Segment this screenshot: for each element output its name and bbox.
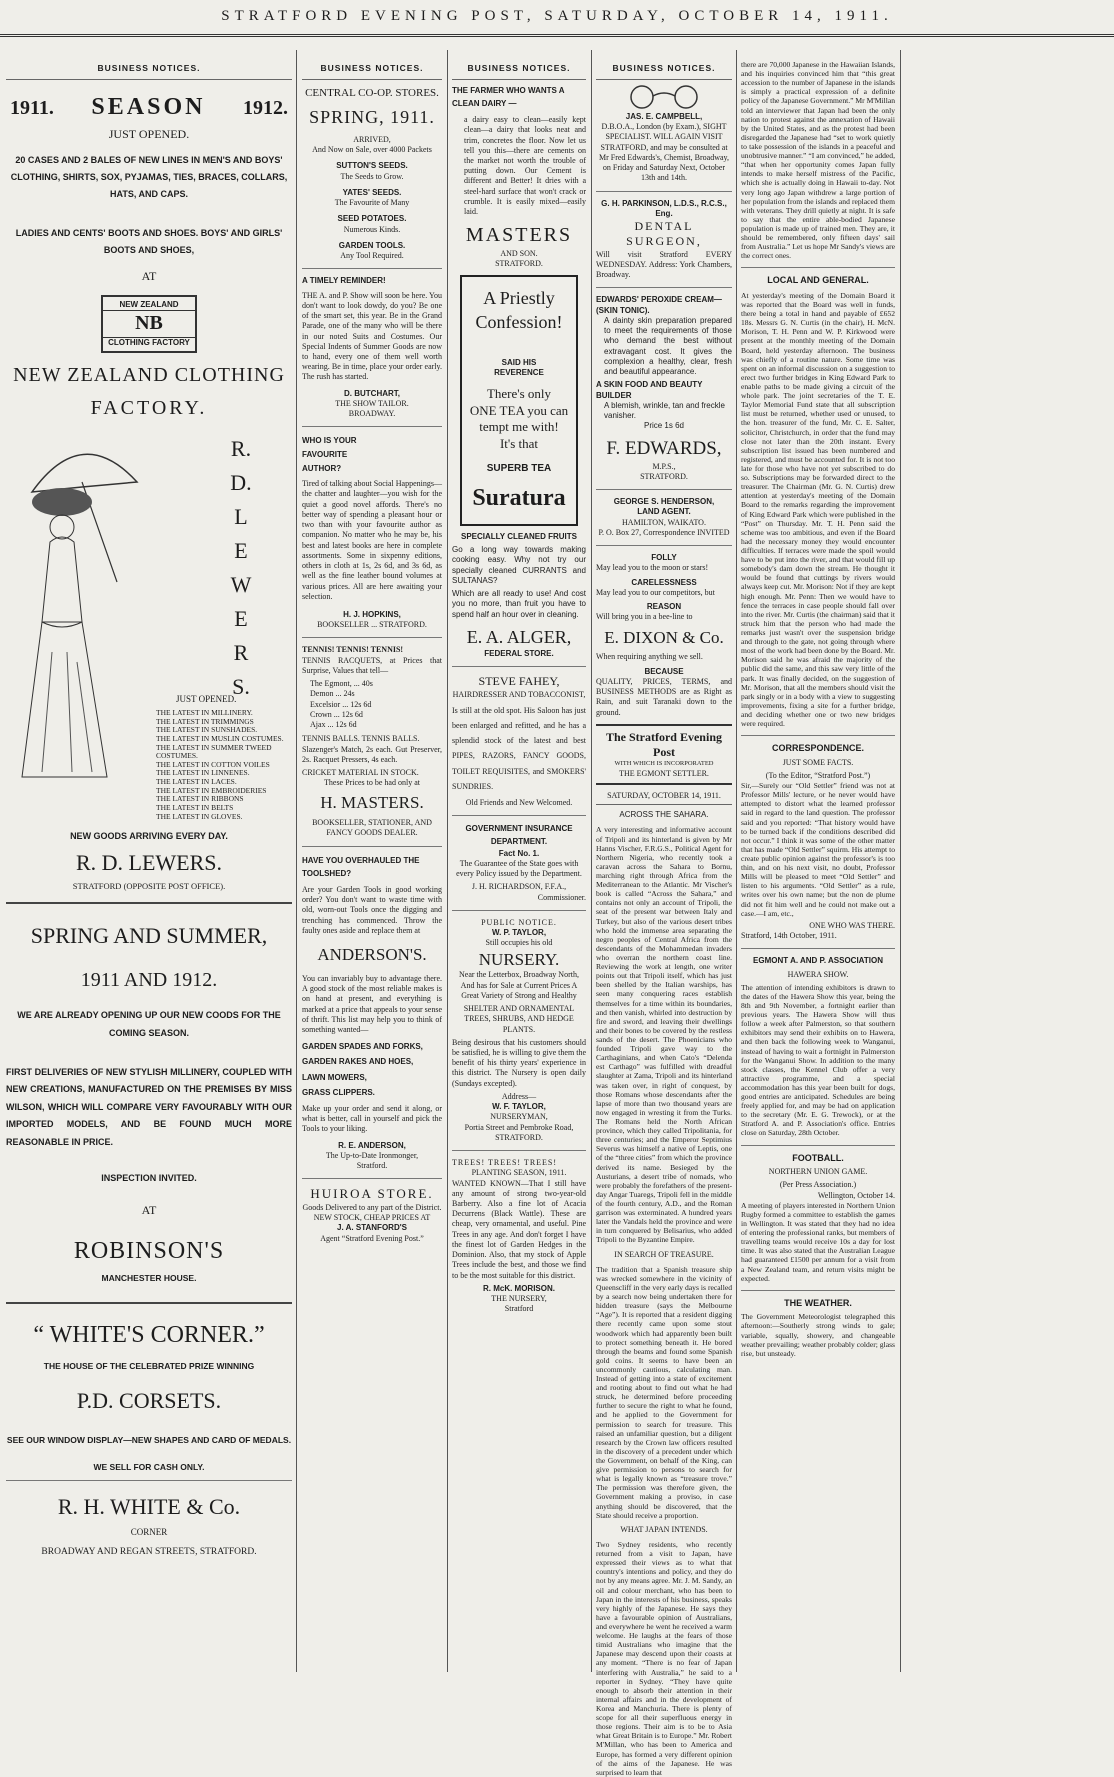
letter: D.: [230, 470, 252, 496]
hamilton: HAMILTON, WAIKATO.: [622, 517, 706, 527]
letter: E: [234, 538, 248, 564]
list-item: The Egmont, ... 40s: [310, 679, 373, 689]
masthead-rule: [0, 34, 1114, 35]
spectacles-icon: [604, 84, 724, 110]
per-press: (Per Press Association.): [779, 1180, 857, 1190]
spring-1911: SPRING, 1911.: [309, 106, 435, 127]
whites-corner: “ WHITE'S CORNER.”: [33, 1321, 265, 1348]
letter: R: [233, 640, 249, 666]
theres-only: There's only: [486, 386, 552, 401]
season-word: SEASON: [91, 93, 206, 120]
quality: QUALITY, PRICES, TERMS, and BUSINESS METHODS are as Right as Rain, and suit Taranaki down to the ground.: [596, 676, 732, 717]
morison-stratford: Stratford: [504, 1304, 534, 1314]
nurseryman: NURSERYMAN,: [490, 1112, 548, 1122]
h-masters: H. MASTERS.: [320, 793, 424, 813]
seed-potatoes: SEED POTATOES.: [337, 214, 407, 224]
suratura-brand: Suratura: [472, 485, 566, 512]
re-anderson: R. E. ANDERSON,: [338, 1140, 406, 1150]
dental-body: Will visit Stratford EVERY WEDNESDAY. Address: York Chambers, Broadway.: [596, 249, 732, 280]
specially-body: Go a long way towards making cooking easy. Why not try our specially cleaned CURRANTS and SULTANAS?: [452, 545, 586, 585]
edwards-stratford: STRATFORD.: [640, 472, 688, 481]
po-box: P. O. Box 27, Correspondence INVITED: [598, 527, 730, 537]
racquets: TENNIS RACQUETS, at Prices that Surprise, Values that tell—: [302, 655, 442, 675]
masters: MASTERS: [465, 224, 573, 247]
list-item: Ajax ... 12s 6d: [310, 720, 357, 730]
andersons: ANDERSON'S.: [317, 945, 427, 965]
because: BECAUSE: [644, 666, 684, 676]
coop-stores: CENTRAL CO-OP. STORES.: [305, 86, 439, 99]
column-separator: [591, 50, 592, 1672]
reverence: REVERENCE: [494, 367, 544, 377]
trees-heading: TREES! TREES! TREES!: [452, 1158, 558, 1168]
e-dixon: E. DIXON & Co.: [604, 627, 724, 647]
corner-label: CORNER: [130, 1526, 168, 1537]
list-item: GARDEN SPADES AND FORKS,: [302, 1042, 423, 1052]
millinery-notice: FIRST DELIVERIES OF NEW STYLISH MILLINERY, COUPLED WITH NEW CREATIONS, MANUFACTURED ON THE PREMISES BY MISS WILSON, WHICH WILL COMPARE VERY FAVOURABLY WITH OUR IMPORTED MODELS, AND BE FOUND MUCH MORE REASONABLE IN PRICE.: [6, 1066, 292, 1147]
specially-close: Which are all ready to use! And cost you no more, than fruit you have to spend half an hour over in cleaning.: [452, 589, 586, 619]
federal-store: FEDERAL STORE.: [484, 648, 554, 658]
list-item: THE LATEST IN LACES.: [156, 777, 237, 787]
old-friends: Old Friends and New Welcomed.: [465, 797, 573, 807]
taylor-stratford: STRATFORD.: [495, 1132, 543, 1142]
lewers-just-opened: JUST OPENED.: [176, 694, 237, 705]
column-5: [741, 60, 895, 1672]
arrived: ARRIVED,: [353, 134, 391, 144]
football-article: A meeting of players interested in Northern Union Rugby formed a committee to establish the games in Wellington. It was stated that they had no idea of entering the professional ranks, but members of travelling teams would receive 10s a day for lost time. It was also stated that the Australian League had guaranteed £1500 per annum for a visit from a New Zealand team, and return visits might be expected.: [741, 1200, 895, 1283]
treasure-headline: IN SEARCH OF TREASURE.: [614, 1249, 714, 1259]
folly-body: May lead you to the moon or stars!: [596, 563, 709, 573]
morison: R. McK. MORISON.: [482, 1283, 555, 1293]
list-item: THE LATEST IN GLOVES.: [156, 811, 243, 821]
and-son: AND SON.: [500, 249, 538, 258]
shelter-trees: SHELTER AND ORNAMENTAL TREES, SHRUBS, AND HEDGE PLANTS.: [463, 1004, 575, 1034]
japan-headline: WHAT JAPAN INTENDS.: [620, 1524, 708, 1534]
list-item: GRASS CLIPPERS.: [302, 1087, 375, 1097]
overhauled-toolshed: HAVE YOU OVERHAULED THE TOOLSHED?: [302, 855, 420, 879]
h-masters-sub: BOOKSELLER, STATIONER, AND FANCY GOODS DEALER.: [312, 818, 432, 838]
timely-reminder: A TIMELY REMINDER!: [302, 276, 386, 286]
priestly: A Priestly: [483, 288, 555, 309]
f-edwards: F. EDWARDS,: [606, 438, 722, 460]
suttons-seeds: SUTTON'S SEEDS.: [336, 161, 408, 171]
spring-summer: SPRING AND SUMMER,: [30, 922, 268, 948]
sahara-headline: ACROSS THE SAHARA.: [619, 810, 709, 820]
wp-taylor: W. P. TAYLOR,: [491, 928, 547, 938]
correspondence-headline: CORRESPONDENCE.: [771, 743, 864, 754]
list-item: GARDEN RAKES AND HOES,: [302, 1057, 414, 1067]
masters-stratford: STRATFORD.: [495, 259, 543, 269]
balls-body: Slazenger's Match, 2s each. Gut Preserver, 2s. Racquet Pressers, 4s each.: [302, 744, 442, 764]
garden-tools: GARDEN TOOLS.: [338, 240, 406, 250]
cricket-sub: These Prices to be had only at: [324, 778, 420, 788]
superb-tea: SUPERB TEA: [486, 462, 552, 474]
list-item: THE LATEST IN EMBROIDERIES: [156, 785, 267, 795]
nursery-body: Near the Letterbox, Broadway North, And has for Sale at Current Prices A Great Variety of Strong and Healthy: [459, 970, 579, 1000]
folly: FOLLY: [651, 553, 677, 563]
hawera-show: HAWERA SHOW.: [787, 969, 849, 979]
andersons-body: You can invariably buy to advantage there. A good stock of the most reliable makes is on hand at present, and everything is marked at a price that appeals to your sense of thrift. This list may help you to think of something wanted—: [302, 973, 442, 1034]
peroxide-body: A dainty skin preparation prepared to meet the requirements of those who demand the best without extravagant cost. It gives the complexion a healthy, clear, fresh and beautiful appearance.: [604, 315, 732, 377]
careless-body: May lead you to our competitors, but: [596, 587, 715, 597]
campbell: JAS. E. CAMPBELL,: [625, 111, 703, 121]
clothing-factory-logo: [101, 295, 197, 353]
mps: M.P.S.,: [652, 461, 676, 471]
govt-insurance: GOVERNMENT INSURANCE DEPARTMENT.: [465, 824, 573, 846]
huiroa-body: Goods Delivered to any part of the District.: [302, 1203, 442, 1212]
butchart: D. BUTCHART,: [344, 388, 400, 398]
masthead: STRATFORD EVENING POST, SATURDAY, OCTOBER 14, 1911.: [221, 8, 893, 24]
henderson: GEORGE S. HENDERSON,: [613, 497, 715, 507]
column-4: [596, 60, 732, 1777]
peroxide-cream: EDWARDS' PEROXIDE CREAM— (SKIN TONIC).: [596, 295, 722, 315]
column-2: [302, 60, 442, 1672]
ea-alger: E. A. ALGER,: [466, 626, 572, 647]
section-header: BUSINESS NOTICES.: [452, 60, 586, 80]
logo-monogram: NB: [103, 310, 195, 338]
planting-season: PLANTING SEASON, 1911.: [471, 1168, 567, 1178]
cash-only: WE SELL FOR CASH ONLY.: [93, 1461, 205, 1472]
masthead-rule-2: [0, 36, 1114, 37]
letter: R.: [230, 436, 252, 462]
just-some-facts: JUST SOME FACTS.: [782, 757, 854, 767]
local-general-article: At yesterday's meeting of the Domain Board it was reported that the Board was well in funds, there being a total in hand and payable of £652 18s. Messrs G. N. Curtis (in the chair), H. McN. Morison, T. H. Penn and W. P. Kirkwood were present at the monthly meeting of the Domain Board, held yesterday afternoon. The business was chiefly of a routine nature. Some time was spent on an informal discussion on a suggestion to erect two further bridges in King Edward Park to enable paths to be made giving a circuit of the whole park. The joint secretaries of the T. E. Taylor Memorial Fund state that all subscription list must be returned, whether used or unused, to the hon. treasurer of the fund, Mr. C. E. Salter, solicitor, Christchurch, in order that the fund may close not later than the 20th instant. Every subscription list issued has been numbered and registered, and must be accounted for. It is not too late for those who have not yet subscribed to do so. Subscriptions may be forwarded direct to the treasurer. The Chairman (Mr. G. N. Curtis) drew attention at yesterday's meeting of the Domain Board to the remarks regarding the improvement of King Edward Park which were published in the “Post” on Thursday. Mr. T. H. Penn said the scheme was too ambitious, and even if the Board had the necessary money they would encounter difficulties. If terraces were made the spoil would have to be put into the river, and that would fill up somebody's dam down the stream. He thought it would be found that cuttings by rivers would always keep cut. Mr. Morison: Not if they are kept high enough. Mr. Penn: Then we would have to fence the terraces in case people should fall over into the river. Mr. Curtis (the chairman) said that it struck him that the person who had made the remarks just wasn't over the suspension bridge and through to the gate, not going through where most of the work had been done by the Board. Mr. Morison said he was afraid the majority of the public did the same, and this saw very little of the park. It was finally decided, on the suggestion of Mr. Morison, that all the members should visit the park singly or in a body with a view to suggesting improvements, fixing a site for a further bridge, and deciding whether one or two new bridges were required.: [741, 290, 895, 729]
manchester-house: MANCHESTER HOUSE.: [101, 1272, 197, 1283]
richardson: J. H. RICHARDSON, F.F.A.,: [471, 882, 567, 892]
treasure-article: The tradition that a Spanish treasure ship was wrecked somewhere in the vicinity of Queenscliff in the very early days is recalled by a search now being undertaken there for hidden treasure (says the Melbourne “Age”). It is reported that a resident digging there recently came upon some stout woodwork which had apparently been built to protect something beneath it. He bored through the beams and found some Spanish gold coins. It seems to have been an uncommonly cautious, calculating man. Instead of getting into a state of excitement and rooting about to find out what he had struck, he determined before proceeding further to secure the right to what he found, and he applied to the Government for permission to search for treasure. This raised an unfamiliar question, but a diligent research by the Crown law officers resulted in the discovery of a precedent under which the Government, on behalf of the King, can give permission to persons to search for what is legally known as “treasure trove.” The permission was therefore given, the Government making a proviso, in case anything should be discovered, that the State should receive a proportion.: [596, 1264, 732, 1520]
author-body: Tired of talking about Social Happenings—the chatter and laughter—you wish for the quiet a good novel affords. There's no better way of spending a pleasant hour or two than with your favourite author as companion. No matter who he may be, his best and latest books are here in complete assortments. Some in sixpenny editions, others in cloth at 1s, 2s 6d, and 3s 6d, as well as the fine leather bound volumes at various prices. All are here awaiting your selection.: [302, 479, 442, 601]
packets: And Now on Sale, over 4000 Packets: [312, 145, 432, 155]
suratura-advert: [460, 275, 578, 526]
the-nursery: THE NURSERY,: [491, 1294, 547, 1304]
list-item: THE LATEST IN RIBBONS: [156, 794, 244, 804]
fahey-body: Is still at the old spot. His Saloon has just been enlarged and refitted, and he has a splendid stock of the latest and best PIPES, RAZORS, FANCY GOODS, TOILET REQUISITES, and SMOKERS' SUNDRIES.: [452, 705, 586, 791]
wellington-date: Wellington, October 14.: [817, 1190, 895, 1200]
andersons-list: [302, 1039, 442, 1100]
one-who-was-there: ONE WHO WAS THERE.: [809, 920, 895, 930]
to-editor: (To the Editor, “Stratford Post.”): [765, 770, 871, 780]
rd-lewers: R. D. LEWERS.: [75, 849, 223, 875]
column-1: [6, 60, 292, 1672]
correspondence-letter: Sir,—Surely our “Old Settler” friend was not at Professor Mills' lecture, or he never would have attempted to distort what the learned professor said in regard to the land question. The professor said and you reported: “That history would have to be turned back if the conditions described did not occur.” I think it was some of the other matter that has made “Old Settler” squirm. His attempt to create public opinion against the professor's is too thin, and on his next visit, no doubt, Professor Mills will be pleased to meet “Old Settler” and listen to his arguments. “Old Settler” as a rule, writes over his own name; but the non de plume did not fit him well and he could not make out a case.—I am, etc.,: [741, 781, 895, 918]
dixon-body: When requiring anything we sell.: [596, 652, 703, 662]
andersons-close: Make up your order and send it along, or what is better, call in yourself and pick the Tools to your liking.: [302, 1103, 442, 1134]
wf-taylor: W. F. TAYLOR,: [492, 1102, 546, 1112]
show-tailor: THE SHOW TAILOR.: [335, 398, 409, 408]
hopkins: H. J. HOPKINS,: [343, 609, 401, 619]
dairy-body: a dairy easy to clean—easily kept clean—a dairy that looks neat and trim, concretes the floor. Now let us tell you this—there are cements on the market not worth the trouble of putting down. Our Cement is different and Better! It dries with a steel-hard surface that won't crack or crumble. It is easily mixed—easily laid.: [464, 115, 586, 217]
suttons-sub: The Seeds to Grow.: [340, 171, 404, 181]
address-label: Address—: [501, 1091, 537, 1101]
reminder-body: THE A. and P. Show will soon be here. You don't want to look dowdy, do you? Be one of the smart set, this year. Be in the Grand Parade, one of the many who will be there in our noted Suits and Costumes. Our Special Indents of Summer Goods are now to hand, every one of them well worth wearing. Be in time, place your order early. The rush has started.: [302, 290, 442, 382]
at-label: AT: [141, 269, 157, 284]
tools-sub: Any Tool Required.: [340, 251, 404, 261]
season-banner: [6, 84, 292, 127]
local-general-headline: LOCAL AND GENERAL.: [767, 275, 869, 286]
just-opened: JUST OPENED.: [108, 126, 190, 141]
inspection-invited: INSPECTION INVITED.: [101, 1173, 197, 1184]
post-title: The Stratford Evening Post: [605, 729, 722, 760]
at-label-2: AT: [141, 1202, 157, 1217]
huiroa-store: HUIROA STORE.: [310, 1186, 434, 1202]
pd-corsets: P.D. CORSETS.: [76, 1388, 222, 1414]
land-agent: LAND AGENT.: [637, 507, 691, 517]
still-occupies: Still occupies his old: [485, 938, 553, 948]
ap-association-headline: EGMONT A. AND P. ASSOCIATION: [753, 956, 883, 966]
tennis-heading: TENNIS! TENNIS! TENNIS!: [302, 645, 404, 655]
tempt-me: tempt me with!: [479, 419, 559, 435]
wanted-known: WANTED KNOWN—That I still have any amount of strong two-year-old Barberry. Also a fine lot of Acacia Decurrens (Black Wattle). These are cheap, very ornamental, and useful. Pine Trees in any age. And don't forget I have the finest lot of Garden Hedges in the Dominion. Also, that my stock of Apple Trees include the best, and those we find to be the most suitable for this district.: [452, 1178, 586, 1280]
specially-cleaned: SPECIALLY CLEANED FRUITS: [460, 532, 577, 542]
yates-sub: The Favourite of Many: [334, 198, 410, 208]
agent: Agent “Stratford Evening Post.”: [320, 1233, 424, 1243]
factory-title: FACTORY.: [90, 397, 208, 420]
page-margin: [905, 60, 1105, 1660]
blemish: A blemish, wrinkle, tan and freckle vanisher.: [604, 400, 725, 420]
weather-article: The Government Meteorologist telegraphed this afternoon:—Southerly strong winds to gale; variable, squally, showery, and changeable weather prevailing; weather probably colder; glass rise, but unsteady.: [741, 1312, 895, 1358]
boots-shoes: LADIES AND CENTS' BOOTS AND SHOES. BOYS' AND GIRLS' BOOTS AND SHOES,: [15, 228, 283, 256]
lewers-advert: [6, 432, 292, 797]
list-item: Crown ... 12s 6d: [310, 709, 363, 719]
logo-top-text: NEW ZEALAND: [119, 299, 179, 309]
fact-no: Fact No. 1.: [498, 848, 540, 858]
racquet-list: [310, 679, 442, 730]
anderson-stratford: Stratford.: [356, 1161, 388, 1171]
letter: L: [234, 504, 248, 530]
column-separator: [296, 50, 297, 1672]
column-3: [452, 60, 586, 1672]
list-item: THE LATEST IN LINNENES.: [156, 768, 250, 778]
carelessness: CARELESSNESS: [631, 577, 697, 587]
editorial-masthead: [596, 724, 732, 785]
section-header: BUSINESS NOTICES.: [302, 60, 442, 80]
correspondence-date: Stratford, 14th October, 1911.: [741, 931, 837, 941]
farmer-dairy: THE FARMER WHO WANTS A CLEAN DAIRY —: [452, 85, 565, 109]
potatoes-sub: Numerous Kinds.: [343, 224, 401, 234]
its-that: It's that: [499, 435, 539, 451]
lewers-address: STRATFORD (OPPOSITE POST OFFICE).: [72, 880, 226, 891]
list-item: THE LATEST IN MILLINERY.: [156, 708, 253, 718]
new-stock: NEW STOCK, CHEAP PRICES AT: [313, 1213, 431, 1223]
fact-body: The Guarantee of the State goes with every Policy issued by the Department.: [456, 858, 582, 879]
football-headline: FOOTBALL.: [792, 1152, 844, 1163]
said-his: SAID HIS: [501, 357, 537, 367]
public-notice: PUBLIC NOTICE.: [481, 917, 557, 927]
nursery: NURSERY.: [478, 949, 560, 969]
letter: W: [230, 572, 252, 598]
desirous: Being desirous that his customers should be satisfied, he is willing to give them the benefit of his thirty years' experience in this district. The Nursery is open daily (Sundays excepted).: [452, 1037, 586, 1088]
steve-fahey: STEVE FAHEY,: [478, 674, 560, 689]
campbell-body: D.B.O.A., London (by Exam.), SIGHT SPECIALIST. WILL AGAIN VISIT STRATFORD, and may be consulted at Mr Fred Edwards's, Chemist, Broadway, on Friday and Saturday Next, October 13th and 14th.: [598, 122, 729, 183]
confession: Confession!: [475, 311, 563, 332]
bookseller: BOOKSELLER ... STRATFORD.: [317, 620, 427, 630]
incorporated: WITH WHICH IS INCORPORATED: [614, 760, 714, 768]
list-item: THE LATEST IN TRIMMINGS: [156, 716, 254, 726]
northern-union: NORTHERN UNION GAME.: [768, 1167, 868, 1177]
stanford: J. A. STANFORD'S: [337, 1223, 407, 1233]
letter: S.: [232, 674, 250, 700]
japan-article: Two Sydney residents, who recently returned from a visit to Japan, have expressed their views as to what that country's intentions and policy, and they do not by any means agree. Mr. J. M. Sandy, an oil and colour merchant, who has been to Japan in the interests of his business, speaks very highly of the Japanese. He says they have a favourable opinion of Australians, and everywhere he went he received a warm welcome. He laughs at the fears of those timid Australians who imagine that the Japanese may descend upon their coasts at any moment. “There is no fear of Japan interfering with Australia,” he said to a reporter in Sydney. “They have quite enough to absorb their attention in their internal affairs and in the development of Korea and Manchuria. There is plenty of scope for all their superfluous energy in those regions. Their aim is to be to Asia what Great Britain is to Europe.” Mr. Robert M'Millan, who has been to America and Europe, has formed a very different opinion of the aims of the Japanese. He was surprised to learn that: [596, 1540, 732, 1777]
list-item: THE LATEST IN SUNSHADES.: [156, 725, 258, 735]
broadway: BROADWAY.: [348, 409, 396, 419]
favourite-author: WHO IS YOUR FAVOURITE AUTHOR?: [302, 436, 357, 473]
price: Price 1s 6d: [643, 421, 685, 431]
list-item: THE LATEST IN SUMMER TWEED COSTUMES.: [156, 742, 272, 761]
weather-headline: THE WEATHER.: [784, 1297, 852, 1308]
yates-seeds: YATES' SEEDS.: [342, 187, 402, 197]
portia-street: Portia Street and Pembroke Road,: [464, 1122, 574, 1132]
one-tea: ONE TEA you can: [469, 402, 569, 418]
rh-white: R. H. WHITE & Co.: [57, 1493, 241, 1519]
skin-food: A SKIN FOOD AND BEAUTY BUILDER: [596, 380, 703, 400]
list-item: Excelsior ... 12s 6d: [310, 699, 372, 709]
window-display: SEE OUR WINDOW DISPLAY—NEW SHAPES AND CARD OF MEDALS.: [6, 1434, 292, 1445]
season-year-left: 1911.: [10, 96, 54, 119]
egmont-settler: THE EGMONT SETTLER.: [619, 768, 709, 778]
season-year-right: 1912.: [242, 96, 288, 119]
reason: REASON: [646, 602, 682, 612]
letter: E: [234, 606, 248, 632]
list-item: THE LATEST IN COTTON VOILES: [156, 759, 270, 769]
section-header: BUSINESS NOTICES.: [596, 60, 732, 80]
section-header: BUSINESS NOTICES.: [6, 60, 292, 80]
robinsons: ROBINSON'S: [73, 1238, 225, 1265]
logo-bottom-text: CLOTHING FACTORY: [108, 337, 190, 347]
parkinson: G. H. PARKINSON, L.D.S., R.C.S., Eng.: [601, 198, 727, 218]
new-lines: 20 CASES AND 2 BALES OF NEW LINES IN MEN'S AND BOYS' CLOTHING, SHIRTS, SOX, PYJAMAS, TIES, BRACES, COLLARS, HATS, AND CAPS.: [10, 154, 288, 200]
nz-clothing-title: NEW ZEALAND CLOTHING: [13, 363, 285, 386]
new-goods-opening: WE ARE ALREADY OPENING UP OUR NEW COODS FOR THE COMING SEASON.: [17, 1010, 281, 1038]
white-address: BROADWAY AND REGAN STREETS, STRATFORD.: [41, 1547, 257, 1558]
ap-article: The attention of intending exhibitors is drawn to the dates of the Hawera Show this year, being the 8th and 9th November, a fortnight earlier than previous years. The Hawera Show will thus follow a week after Palmerston, so that southern exhibitors may send their exhibits on to Hawera, and then back the following week to Wanganui, instead of having to wait a fortnight in Palmerston for the Wanganui Show. In addition to the many stock classes, the Kennel Club offer a very attractive programme, and a special accommodation has this year been built for dogs, good entries are anticipated. Schedules are being freely applied for, and may be had on application to the secretary (Mr. E. G. Trewock), or at the Stratford A. and P. Association's office. Entries close on Saturday, 28th October.: [741, 982, 895, 1138]
japan-article-continued: there are 70,000 Japanese in the Hawaiian Islands, and his inquiries convinced him that “this great accession to the number of Japanese in the islands is simply a practical expression of a definite policy of the Japanese Government.” Mr M'Millan told an interviewer that Japan had been the only nation to protest against the annexation of Hawaii by the United States, and as the protest had been disregarded the Japanese had “set to work quietly to take possession of the islands in a peaceful and unobtrusive manner.” “I am convinced,” he added, “that when her opportunity comes Japan fully intends to make herself mistress of the Pacific, which she is actually doing in Hawaii to-day. Not very long ago Japan withdrew a large portion of her population from the islands and replaced them with veterans. They drill quietly at night. It is safe to say that the entire able-bodied Japanese population is made up of trained men. They are, it should be remembered, only fifteen days' sail from Australia.” Let us hope Mr Sandy's views are the correct ones.: [741, 60, 895, 261]
list-item: THE LATEST IN MUSLIN COSTUMES.: [156, 733, 284, 743]
column-separator: [736, 50, 737, 1672]
season-years: 1911 AND 1912.: [80, 968, 218, 991]
house-of-corsets: THE HOUSE OF THE CELEBRATED PRIZE WINNING: [43, 1360, 255, 1371]
reason-body: Will bring you in a bee-line to: [596, 612, 693, 622]
list-item: Demon ... 24s: [310, 689, 355, 699]
tennis-balls: TENNIS BALLS. TENNIS BALLS.: [302, 734, 420, 744]
list-item: LAWN MOWERS,: [302, 1072, 367, 1082]
hairdresser: HAIRDRESSER AND TOBACCONIST,: [452, 689, 586, 699]
lewers-vertical-name: [206, 432, 276, 704]
commissioner: Commissioner.: [537, 892, 586, 902]
dental-surgeon: DENTAL SURGEON,: [626, 218, 702, 249]
sahara-article: A very interesting and informative account of Tripoli and its hinterland is given by Mr Hanns Vischer, F.R.G.S., Political Agent for Northern Nigeria, who recently took a caravan across the Sahara to Bornu, marching right through Africa from the Mediterranean to the Atlantic. Mr Vischer's book is called “Across the Sahara,” and contains not only an account of Tripoli, the seat of the present war between Italy and Turkey, but also of the various desert tribes who hold the immense area separating the negro peoples of Central Africa from the descendants of the Mohammedan invaders who overran the northern coast line. Reviewing the work at length, one writer points out that Tripoli itself, which has just been shelled by the Italian warships, has seen many conquering races establish themselves for a time within its boundaries, and then vanish, whirled into destruction by fire and sword, and leaving their dwellings and their bones to be covered by the restless sands of the desert. The Phoenicians who founded Tripoli gave way to the Carthaginians, and when Cato's “Delenda est Carthago” was fulfilled with dreadful slaughter at Zama, Tripoli and its hinterland was taken over, in right of conquest, by those Romans whose descendants after the lapse of more than two thousand years are now engaged in wresting it from the Turks. The Romans held the North African province, which they called Tripolitania, for three centuries; and the Emperor Septimius Severus was himself a native of Leptis, one of the “three cities” from which the province derived its name. Besieged by the Austurians, a desert tribe of nomads, who were probably the forefathers of the present-day Angar Tuaregs, Tripoli fell in the middle of the fourth century, A.D., and the Roman garrison was exterminated. A hundred years later the Vandals held the province and were in turn conquered by Belisarius, who added Tripoli to the Byzantine Empire.: [596, 825, 732, 1245]
list-item: THE LATEST IN BELTS: [156, 802, 234, 812]
new-goods: NEW GOODS ARRIVING EVERY DAY.: [70, 831, 228, 842]
column-separator: [447, 50, 448, 1672]
cricket: CRICKET MATERIAL IN STOCK.: [302, 768, 419, 778]
column-separator: [900, 50, 901, 1672]
ironmonger: The Up-to-Date Ironmonger,: [325, 1150, 419, 1160]
editorial-date: SATURDAY, OCTOBER 14, 1911.: [596, 791, 732, 805]
lady-parasol-illustration: [12, 432, 142, 792]
overhauled-body: Are your Garden Tools in good working order? You don't want to waste time with old, worn-out Tools once the digging and trenching has commenced. Throw the faulty ones aside and replace them at: [302, 884, 442, 935]
